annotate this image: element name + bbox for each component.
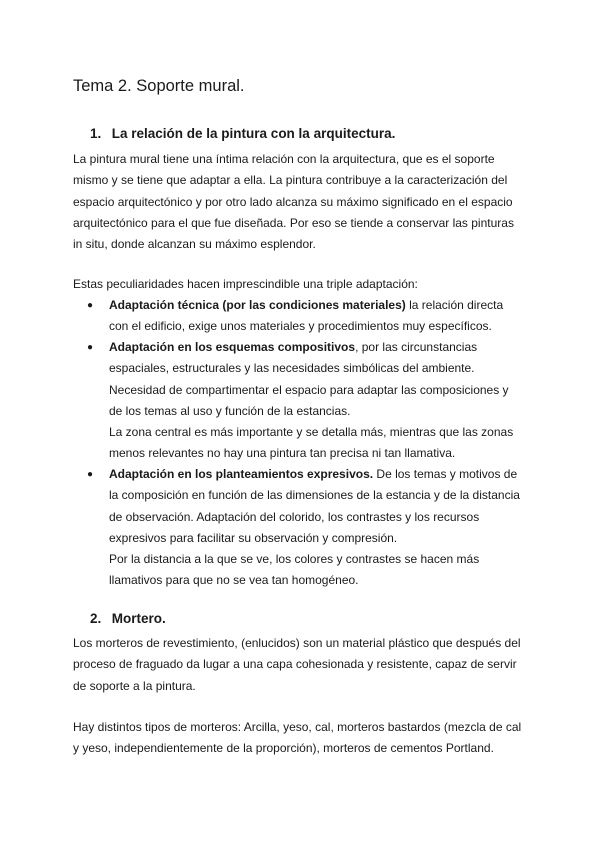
- bullet-dot: ●: [87, 300, 94, 311]
- section-heading-2: [90, 609, 166, 629]
- text-line: [109, 464, 549, 485]
- text-line: de observación. Adaptación del colorido, los contrastes y los recursos: [109, 509, 480, 524]
- text-line: llamativos para que no se vea tan homogéneo.: [109, 573, 359, 588]
- bold-term: Adaptación en los esquemas compositivos: [109, 340, 356, 354]
- text-line: la composición en función de las dimensiones de la estancia y de la distancia: [109, 488, 520, 503]
- text-line: [109, 337, 549, 358]
- text-line: Por la distancia a la que se ve, los colores y contrastes se hacen más: [109, 552, 480, 567]
- text-line: La pintura mural tiene una íntima relación con la arquitectura, que es el soporte: [73, 152, 495, 166]
- text-line: Los morteros de revestimiento, (enlucidos) son un material plástico que después del: [73, 636, 521, 650]
- paragraph-tipos-morteros: [73, 717, 528, 760]
- bullet-dot: ●: [87, 342, 94, 353]
- text-line: La zona central es más importante y se detalla más, mientras que las zonas: [109, 425, 514, 440]
- section-heading-1: [90, 124, 395, 144]
- text-line: in situ, donde alcanzan su máximo esplendor.: [73, 237, 316, 252]
- section-heading-text: La relación de la pintura con la arquitectura.: [111, 126, 396, 141]
- paragraph-intro: [73, 149, 528, 255]
- bold-term: Adaptación en los planteamientos expresivos.: [109, 467, 374, 481]
- text-line: expresivos para facilitar su observación y compresión.: [109, 530, 398, 545]
- paragraph-mortero: [73, 633, 528, 697]
- text-line: de los temas al uso y función de la estancias.: [109, 403, 351, 418]
- text-line: menos relevantes no hay una pintura tan precisa ni tan llamativa.: [109, 446, 456, 461]
- paragraph-adaptation-intro: [73, 274, 528, 295]
- text-run: , por las circunstancias: [355, 340, 478, 354]
- text-run: la relación directa: [405, 298, 504, 312]
- text-line: mismo y se tiene que adaptar a ella. La pintura contribuye a la caracterización del: [73, 173, 508, 188]
- text-line: espaciales, estructurales y las necesidades simbólicas del ambiente.: [109, 361, 475, 376]
- text-line: arquitectónico para el que fue diseñada. Por eso se tiende a conservar las pinturas: [73, 215, 514, 230]
- text-line: proceso de fraguado da lugar a una capa cohesionada y resistente, capaz de servir: [73, 657, 517, 672]
- section-heading-text: Mortero.: [111, 611, 166, 626]
- text-line: Estas peculiaridades hacen imprescindible una triple adaptación:: [73, 277, 418, 291]
- section-number: 2.: [90, 611, 102, 626]
- bullet-dot: ●: [87, 469, 94, 480]
- list-item-text: [109, 337, 549, 465]
- text-line: con el edificio, exige unos materiales y procedimientos muy específicos.: [109, 319, 492, 334]
- text-line: espacio arquitectónico y por otro lado alcanza su máximo significado en el espacio: [73, 194, 513, 209]
- list-item-text: [109, 295, 549, 338]
- bold-term: Adaptación técnica (por las condiciones materiales): [109, 298, 406, 312]
- text-line: Hay distintos tipos de morteros: Arcilla, yeso, cal, morteros bastardos (mezcla de cal: [73, 720, 522, 734]
- text-line: y yeso, independientemente de la proporción), morteros de cementos Portland.: [73, 741, 494, 756]
- text-line: Necesidad de compartimentar el espacio para adaptar las composiciones y: [109, 382, 509, 397]
- list-item-text: [109, 464, 549, 592]
- page-title: Tema 2. Soporte mural.: [73, 77, 245, 95]
- text-line: de soporte a la pintura.: [73, 678, 196, 693]
- text-run: De los temas y motivos de: [373, 467, 518, 481]
- section-number: 1.: [90, 126, 102, 141]
- text-line: [109, 295, 549, 316]
